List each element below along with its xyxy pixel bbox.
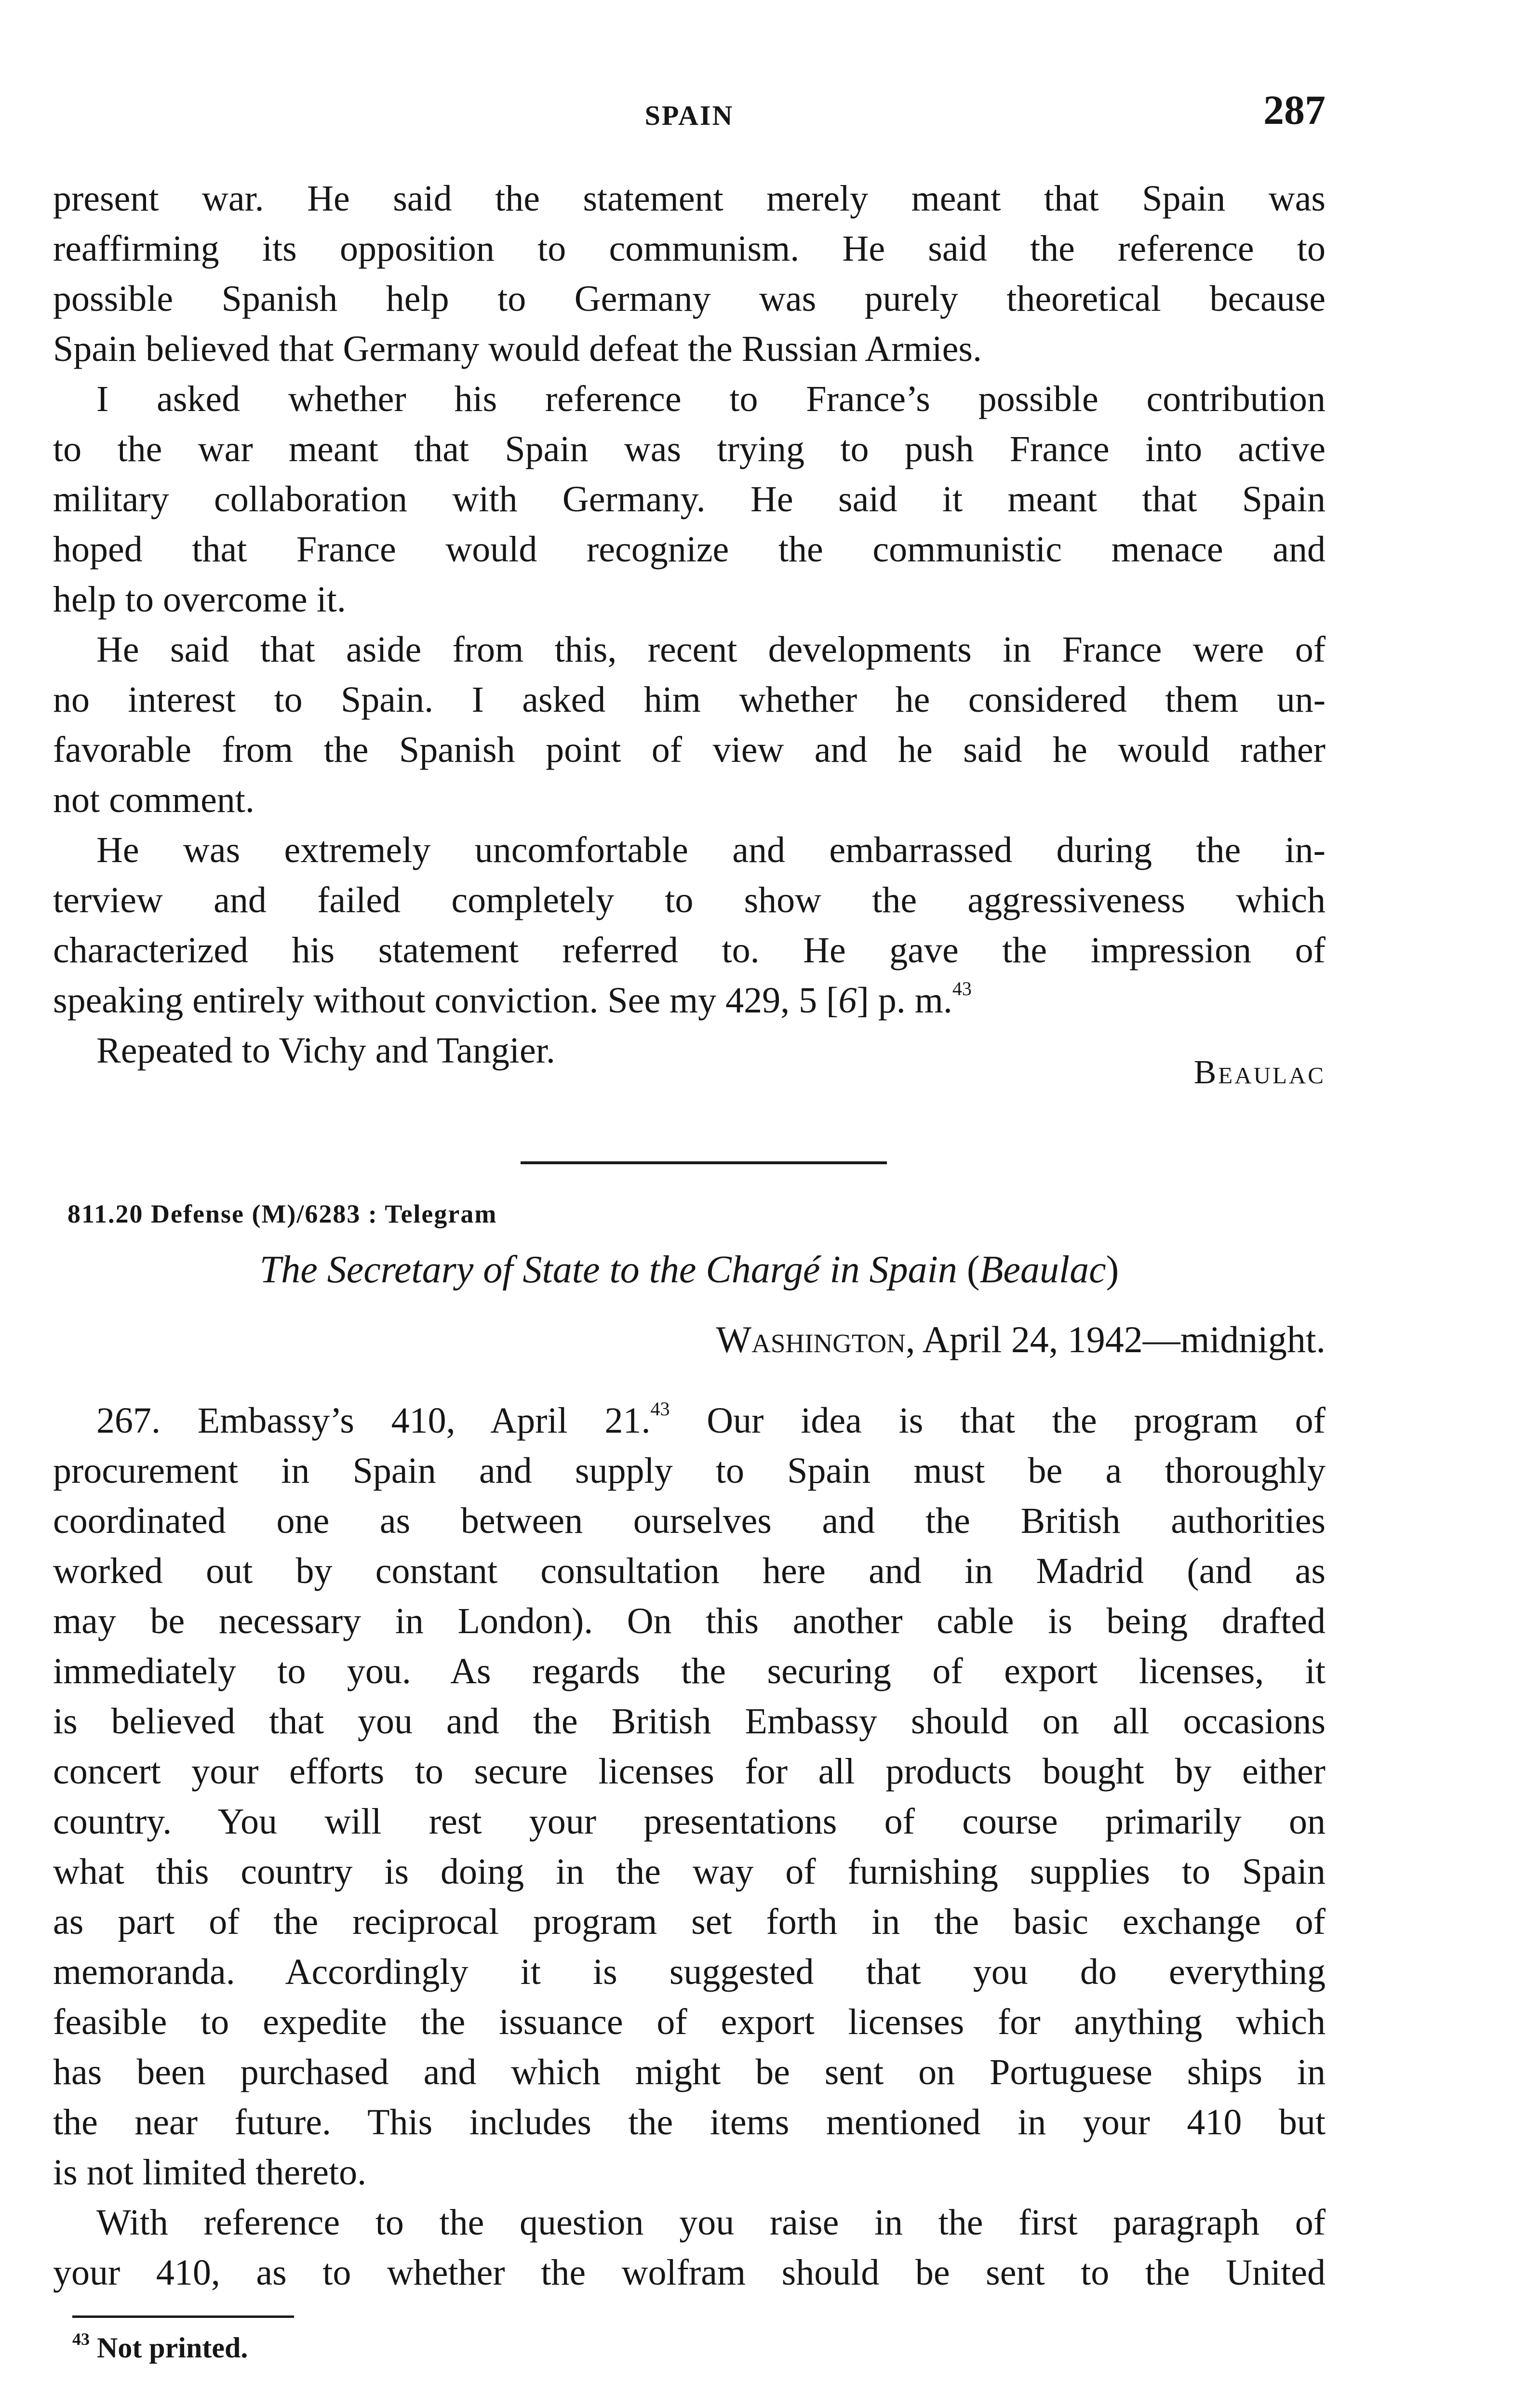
document-title: The Secretary of State to the Chargé in Spain (Beaulac) bbox=[259, 1249, 1119, 1291]
text-line: terview and failed completely to show the aggressiveness which bbox=[53, 880, 1326, 920]
text-line: not comment. bbox=[53, 780, 254, 820]
text-line: your 410, as to whether the wolfram should be sent to the United bbox=[53, 2252, 1326, 2293]
text-line: With reference to the question you raise in the first paragraph of bbox=[96, 2202, 1326, 2243]
footnote-divider bbox=[72, 2315, 294, 2318]
file-reference: 811.20 Defense (M)/6283 : Telegram bbox=[67, 1199, 497, 1228]
text-segment: ] p. m. bbox=[857, 980, 952, 1021]
text-line: He said that aside from this, recent developments in France were of bbox=[96, 629, 1326, 670]
text-line: has been purchased and which might be sent on Portuguese ships in bbox=[53, 2052, 1326, 2092]
text-segment: speaking entirely without conviction. See my 429, 5 [ bbox=[53, 980, 839, 1021]
text-line: characterized his statement referred to. He gave the impression of bbox=[53, 930, 1326, 971]
text-line: to the war meant that Spain was trying to push France into active bbox=[53, 429, 1326, 469]
dateline-date: April 24, 1942—midnight. bbox=[922, 1318, 1326, 1360]
page-header bbox=[53, 86, 1326, 139]
footnote-text: Not printed. bbox=[97, 2332, 248, 2364]
text-line: hoped that France would recognize the communistic menace and bbox=[53, 529, 1326, 570]
document-title-recipient: Beaulac bbox=[979, 1249, 1106, 1291]
text-line: coordinated one as between ourselves and the British authorities bbox=[53, 1501, 1326, 1541]
text-line: present war. He said the statement merely meant that Spain was bbox=[53, 178, 1326, 219]
text-line: He was extremely uncomfortable and embarrassed during the in- bbox=[96, 830, 1326, 870]
text-line: memoranda. Accordingly it is suggested that you do everything bbox=[53, 1952, 1326, 1992]
footnote-reference: 43 bbox=[650, 1398, 670, 1420]
text-line: immediately to you. As regards the securing of export licenses, it bbox=[53, 1651, 1326, 1691]
section-divider bbox=[521, 1161, 887, 1164]
running-head: SPAIN bbox=[644, 100, 734, 131]
text-line: concert your efforts to secure licenses for all products bought by either bbox=[53, 1751, 1326, 1792]
text-line: favorable from the Spanish point of view and he said he would rather bbox=[53, 730, 1326, 770]
text-line: country. You will rest your presentations of course primarily on bbox=[53, 1801, 1326, 1842]
text-line: may be necessary in London). On this another cable is being drafted bbox=[53, 1601, 1326, 1641]
text-line bbox=[53, 975, 1326, 1025]
text-line: military collaboration with Germany. He said it meant that Spain bbox=[53, 479, 1326, 519]
text-segment: 267. Embassy’s 410, April 21. bbox=[96, 1400, 651, 1441]
text-line: feasible to expedite the issuance of export licenses for anything which bbox=[53, 2002, 1326, 2042]
telegram-continuation bbox=[53, 173, 1326, 1076]
text-line: Spain believed that Germany would defeat the Russian Armies. bbox=[53, 329, 982, 369]
text-line: reaffirming its opposition to communism. He said the reference to bbox=[53, 228, 1326, 269]
text-line: as part of the reciprocal program set forth in the basic exchange of bbox=[53, 1902, 1326, 1942]
document-title-main: The Secretary of State to the Chargé in Spain bbox=[259, 1249, 957, 1291]
text-line: is believed that you and the British Embassy should on all occasions bbox=[53, 1701, 1326, 1742]
text-line: what this country is doing in the way of furnishing supplies to Spain bbox=[53, 1851, 1326, 1892]
page-number: 287 bbox=[1263, 87, 1326, 133]
signature: Beaulac bbox=[1193, 1054, 1326, 1091]
text-line: the near future. This includes the items mentioned in your 410 but bbox=[53, 2102, 1326, 2142]
text-line: Repeated to Vichy and Tangier. bbox=[96, 1030, 555, 1071]
text-line: I asked whether his reference to France’s possible contribution bbox=[96, 379, 1326, 419]
dateline bbox=[716, 1318, 1326, 1361]
text-line: procurement in Spain and supply to Spain must be a thoroughly bbox=[53, 1450, 1326, 1491]
text-line: worked out by constant consultation here and in Madrid (and as bbox=[53, 1551, 1326, 1591]
text-line: help to overcome it. bbox=[53, 579, 346, 620]
text-line bbox=[53, 1396, 1326, 1446]
footnote bbox=[72, 2331, 248, 2365]
footnote-marker: 43 bbox=[72, 2329, 90, 2349]
telegram-body bbox=[53, 1396, 1326, 2298]
editorial-insertion: 6 bbox=[838, 980, 857, 1021]
text-line: possible Spanish help to Germany was purely theoretical because bbox=[53, 279, 1326, 319]
footnote-reference: 43 bbox=[952, 978, 972, 999]
text-line: no interest to Spain. I asked him whether he considered them un- bbox=[53, 679, 1326, 720]
text-line: is not limited thereto. bbox=[53, 2152, 367, 2193]
dateline-place: Washington, bbox=[716, 1318, 915, 1360]
text-segment: Our idea is that the program of bbox=[670, 1400, 1326, 1441]
